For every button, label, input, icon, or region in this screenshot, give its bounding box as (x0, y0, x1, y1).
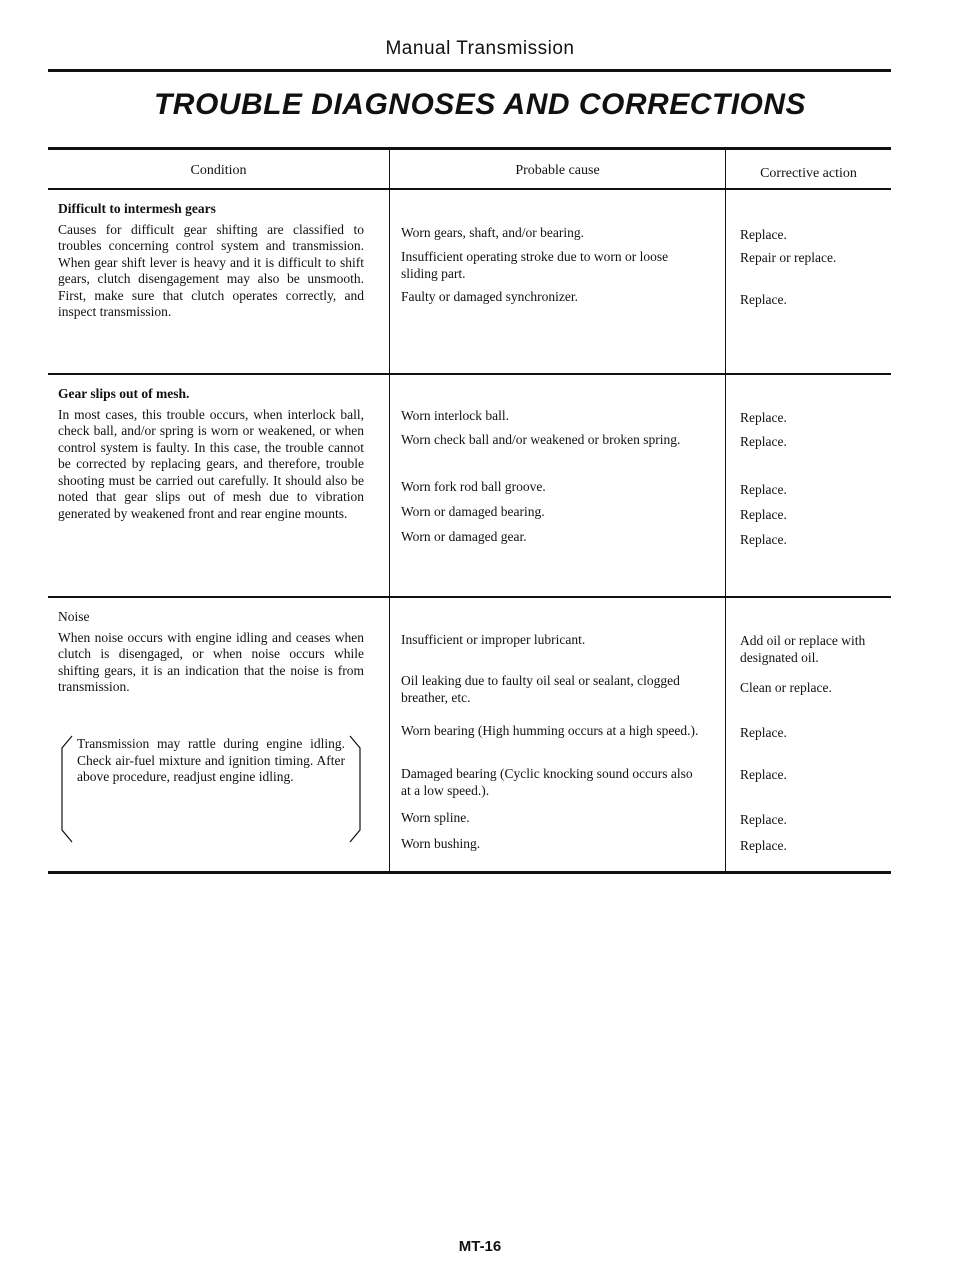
condition-cell (58, 609, 364, 696)
corrective-action: Clean or replace. (740, 680, 832, 695)
table-top-rule (48, 147, 891, 150)
corrective-action: Replace. (740, 812, 787, 827)
corrective-action: Replace. (740, 725, 787, 740)
corrective-action: Add oil or replace with designated oil. (740, 633, 866, 665)
row-separator (48, 373, 891, 375)
column-header-probable-cause: Probable cause (515, 163, 600, 178)
column-divider (389, 149, 390, 872)
condition-cell (58, 201, 364, 321)
probable-cause: Worn or damaged bearing. (401, 504, 545, 519)
corrective-action: Replace. (740, 482, 787, 497)
condition-note: Transmission may rattle during engine idling. Check air-fuel mixture and ignition timing. After above procedure, readjust engine idling. (77, 736, 345, 784)
column-header-corrective-action: Corrective action (760, 166, 857, 181)
probable-cause: Insufficient or improper lubricant. (401, 632, 586, 647)
probable-cause: Worn fork rod ball groove. (401, 479, 546, 494)
probable-cause: Worn interlock ball. (401, 408, 510, 423)
table-bottom-rule (48, 871, 891, 874)
probable-cause: Worn gears, shaft, and/or bearing. (401, 225, 584, 240)
column-header-condition: Condition (190, 163, 247, 178)
probable-cause: Worn spline. (401, 810, 470, 825)
condition-description: In most cases, this trouble occurs, when interlock ball, check ball, and/or spring is worn or weakened, or when control system is faulty. In this case, the trouble cannot be corrected by replacing gears, and therefore, trouble shooting must be carried out carefully. It should also be noted that gear slips out of mesh due to vibration generated by weakened front and rear engine mounts. (58, 406, 364, 521)
probable-cause: Worn bushing. (401, 836, 481, 851)
corrective-action: Replace. (740, 838, 787, 853)
corrective-action: Replace. (740, 532, 787, 547)
condition-title: Gear slips out of mesh. (58, 386, 190, 401)
condition-title: Noise (58, 609, 90, 624)
condition-cell (58, 386, 364, 522)
page-title: TROUBLE DIAGNOSES AND CORRECTIONS (153, 88, 807, 121)
condition-description: When noise occurs with engine idling and ceases when clutch is disengaged, or when noise occurs while shifting gears, it is an indication that the noise is from transmission. (58, 629, 364, 694)
probable-cause: Worn check ball and/or weakened or broken spring. (401, 432, 681, 447)
probable-cause: Insufficient operating stroke due to worn or loose sliding part. (401, 249, 669, 281)
table-header-rule (48, 188, 891, 190)
probable-cause: Faulty or damaged synchronizer. (401, 289, 578, 304)
probable-cause: Damaged bearing (Cyclic knocking sound occurs also at a low speed.). (401, 766, 693, 798)
corrective-action: Repair or replace. (740, 250, 837, 265)
probable-cause: Worn or damaged gear. (401, 529, 527, 544)
corrective-action: Replace. (740, 507, 787, 522)
probable-cause: Oil leaking due to faulty oil seal or sealant, clogged breather, etc. (401, 673, 680, 705)
corrective-action: Replace. (740, 767, 787, 782)
probable-cause: Worn bearing (High humming occurs at a high speed.). (401, 723, 699, 738)
corrective-action: Replace. (740, 434, 787, 449)
condition-description: Causes for difficult gear shifting are classified to troubles concerning control system and transmission. When gear shift lever is heavy and it is difficult to shift gears, clutch disengagement may also be unsmooth. First, make sure that clutch operates correctly, and inspect transmission. (58, 221, 364, 319)
page-number: MT-16 (458, 1238, 502, 1255)
corrective-action: Replace. (740, 410, 787, 425)
column-divider (725, 149, 726, 872)
running-head: Manual Transmission (385, 38, 575, 59)
header-rule (48, 69, 891, 72)
row-separator (48, 596, 891, 598)
condition-title: Difficult to intermesh gears (58, 201, 216, 216)
corrective-action: Replace. (740, 292, 787, 307)
corrective-action: Replace. (740, 227, 787, 242)
